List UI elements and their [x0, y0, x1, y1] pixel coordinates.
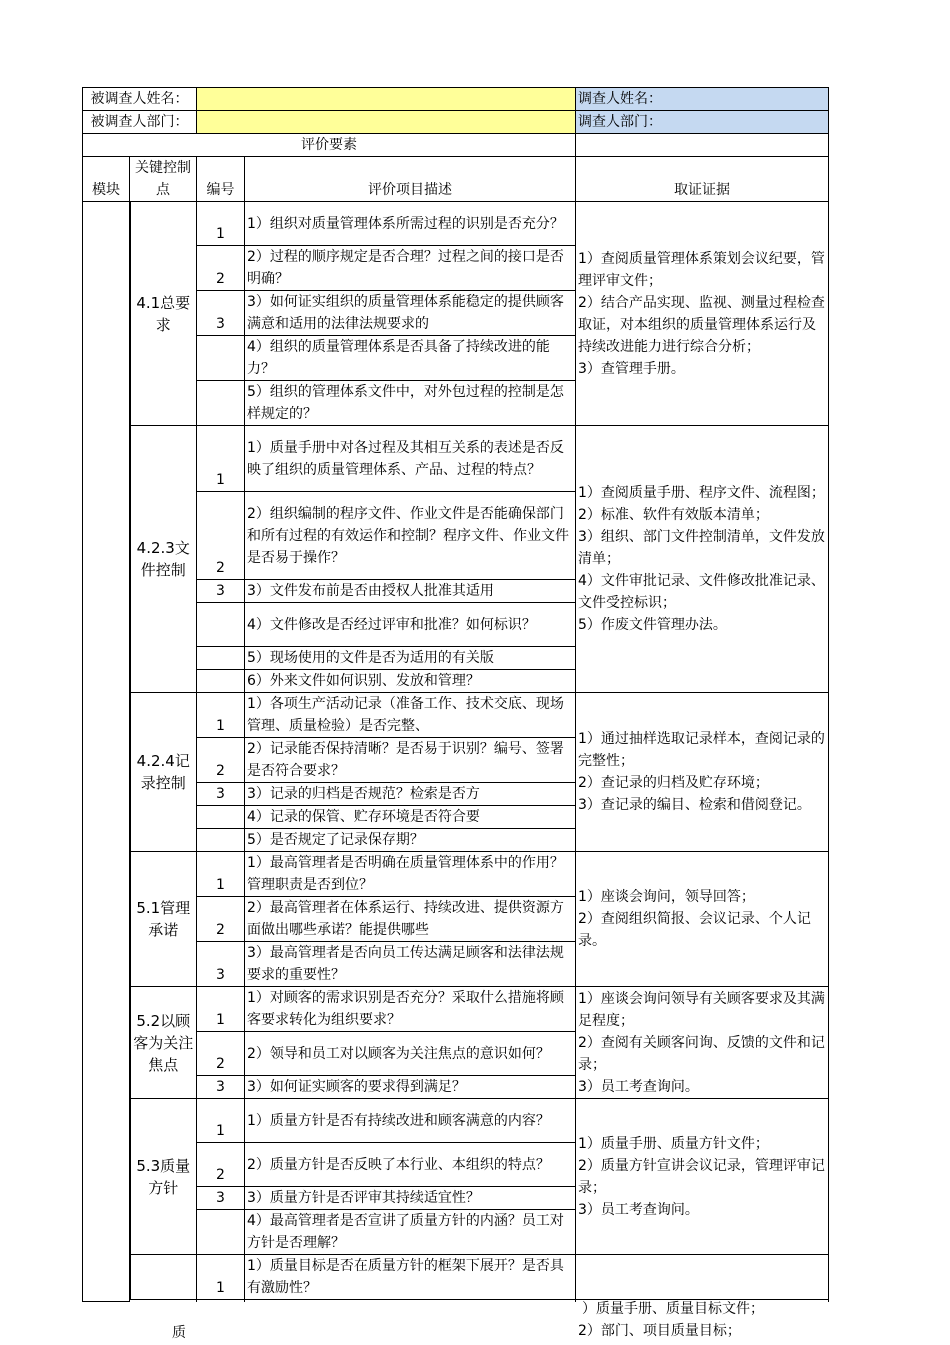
item-description: 1）最高管理者是否明确在质量管理体系中的作用？管理职责是否到位？ [245, 852, 576, 897]
item-number: 1 [197, 852, 245, 897]
item-description: 6）外来文件如何识别、发放和管理？ [245, 670, 576, 693]
spacer-cell [197, 1300, 245, 1302]
item-description: 5）现场使用的文件是否为适用的有关版 [245, 647, 576, 670]
item-description: 3）如何证实组织的质量管理体系能稳定的提供顾客满意和适用的法律法规要求的 [245, 291, 576, 336]
control-point: 4.2.3文件控制 [130, 426, 197, 693]
section-title-blank [576, 134, 829, 157]
control-point: 4.1总要求 [130, 202, 197, 426]
item-description: 1）质量手册中对各过程及其相互关系的表述是否反映了组织的质量管理体系、产品、过程的特点？ [245, 426, 576, 492]
col-description: 评价项目描述 [245, 157, 576, 202]
module-cell [83, 202, 130, 1302]
col-control-point: 关键控制点 [130, 157, 197, 202]
evidence-cell: 1）查阅质量管理体系策划会议纪要，管理评审文件； 2）结合产品实现、监视、测量过程检查取证，对本组织的质量管理体系运行及持续改进能力进行综合分析； 3）查管理手册。 [576, 202, 829, 426]
evidence-cell [576, 1255, 829, 1300]
item-number [197, 806, 245, 829]
evidence-cell: 1）座谈会询问领导有关顾客要求及其满足程度； 2）查阅有关顾客问询、反馈的文件和记录； 3）员工考查询问。 [576, 987, 829, 1099]
section-title: 评价要素 [83, 134, 576, 157]
item-number: 2 [197, 738, 245, 783]
item-number: 1 [197, 1099, 245, 1143]
item-description: 3）质量方针是否评审其持续适宜性？ [245, 1187, 576, 1210]
respondent-dept-label: 被调查人部门： [83, 111, 197, 134]
item-description: 5）组织的管理体系文件中，对外包过程的控制是怎样规定的？ [245, 381, 576, 426]
col-module: 模块 [83, 157, 130, 202]
control-point [130, 1255, 197, 1300]
respondent-name-label: 被调查人姓名： [83, 88, 197, 111]
evidence-cell: 1）质量手册、质量方针文件； 2）质量方针宣讲会议记录，管理评审记录； 3）员工考查询问。 [576, 1099, 829, 1255]
col-number: 编号 [197, 157, 245, 202]
item-number: 3 [197, 1076, 245, 1099]
evaluation-table [82, 87, 829, 1302]
item-description: 2）过程的顺序规定是否合理？过程之间的接口是否明确？ [245, 246, 576, 291]
item-number: 2 [197, 1032, 245, 1076]
respondent-name-field[interactable] [197, 88, 576, 111]
item-description: 4）最高管理者是否宣讲了质量方针的内涵？员工对方针是否理解？ [245, 1210, 576, 1255]
item-number: 1 [197, 426, 245, 492]
item-number [197, 670, 245, 693]
item-description: 3）最高管理者是否向员工传达满足顾客和法律法规要求的重要性？ [245, 942, 576, 987]
item-description: 3）记录的归档是否规范？检索是否方 [245, 783, 576, 806]
item-number [197, 829, 245, 852]
item-number: 3 [197, 580, 245, 603]
investigator-name-label: 调查人姓名： [576, 88, 829, 111]
item-number: 2 [197, 897, 245, 942]
item-description: 2）领导和员工对以顾客为关注焦点的意识如何？ [245, 1032, 576, 1076]
item-description: 1）质量方针是否有持续改进和顾客满意的内容？ [245, 1099, 576, 1143]
item-description: 2）组织编制的程序文件、作业文件是否能确保部门和所有过程的有效运作和控制？程序文件、作业文件是否易于操作？ [245, 492, 576, 580]
item-description: 4）记录的保管、贮存环境是否符合要 [245, 806, 576, 829]
item-description: 2）质量方针是否反映了本行业、本组织的特点？ [245, 1143, 576, 1187]
item-description: 2）最高管理者在体系运行、持续改进、提供资源方面做出哪些承诺？能提供哪些 [245, 897, 576, 942]
footer-evidence-line2: 2）部门、项目质量目标； [578, 1323, 741, 1339]
spacer-cell [130, 1300, 197, 1302]
item-number [197, 647, 245, 670]
respondent-dept-field[interactable] [197, 111, 576, 134]
item-number: 3 [197, 291, 245, 336]
item-number: 2 [197, 1143, 245, 1187]
item-description: 1）各项生产活动记录（准备工作、技术交底、现场管理、质量检验）是否完整、 [245, 693, 576, 738]
evidence-cell: 1）查阅质量手册、程序文件、流程图； 2）标准、软件有效版本清单； 3）组织、部门文件控制清单，文件发放清单； 4）文件审批记录、文件修改批准记录、文件受控标识； 5）作废文件管理办法。 [576, 426, 829, 693]
control-point: 4.2.4记录控制 [130, 693, 197, 852]
evidence-cell: 1）通过抽样选取记录样本，查阅记录的完整性； 2）查记录的归档及贮存环境； 3）查记录的编目、检索和借阅登记。 [576, 693, 829, 852]
item-description: 3）如何证实顾客的要求得到满足？ [245, 1076, 576, 1099]
item-description: 4）组织的质量管理体系是否具备了持续改进的能力？ [245, 336, 576, 381]
item-number: 1 [197, 202, 245, 246]
control-point: 5.2以顾客为关注焦点 [130, 987, 197, 1099]
evidence-cell: 1）座谈会询问，领导回答； 2）查阅组织简报、会议记录、个人记录。 [576, 852, 829, 987]
control-point: 5.3质量方针 [130, 1099, 197, 1255]
item-number: 3 [197, 1187, 245, 1210]
item-number [197, 336, 245, 381]
item-number [197, 603, 245, 647]
item-description: 1）对顾客的需求识别是否充分？采取什么措施将顾客要求转化为组织要求？ [245, 987, 576, 1032]
item-number: 1 [197, 987, 245, 1032]
item-number: 2 [197, 246, 245, 291]
item-description: 1）组织对质量管理体系所需过程的识别是否充分？ [245, 202, 576, 246]
item-description: 3）文件发布前是否由授权人批准其适用 [245, 580, 576, 603]
item-number: 3 [197, 942, 245, 987]
item-description: 2）记录能否保持清晰？是否易于识别？编号、签署是否符合要求？ [245, 738, 576, 783]
investigator-dept-label: 调查人部门： [576, 111, 829, 134]
item-number [197, 381, 245, 426]
spacer-cell [245, 1300, 576, 1302]
item-number: 2 [197, 492, 245, 580]
item-description: 4）文件修改是否经过评审和批准？如何标识？ [245, 603, 576, 647]
item-description: 1）质量目标是否在质量方针的框架下展开？是否具有激励性？ [245, 1255, 576, 1300]
item-number [197, 1210, 245, 1255]
item-number: 1 [197, 693, 245, 738]
col-evidence: 取证证据 [576, 157, 829, 202]
footer-left-char: 质 [172, 1325, 186, 1341]
control-point: 5.1管理承诺 [130, 852, 197, 987]
item-number: 3 [197, 783, 245, 806]
item-number: 1 [197, 1255, 245, 1300]
footer-evidence-line1: ）质量手册、质量目标文件； [582, 1301, 764, 1317]
item-description: 5）是否规定了记录保存期？ [245, 829, 576, 852]
